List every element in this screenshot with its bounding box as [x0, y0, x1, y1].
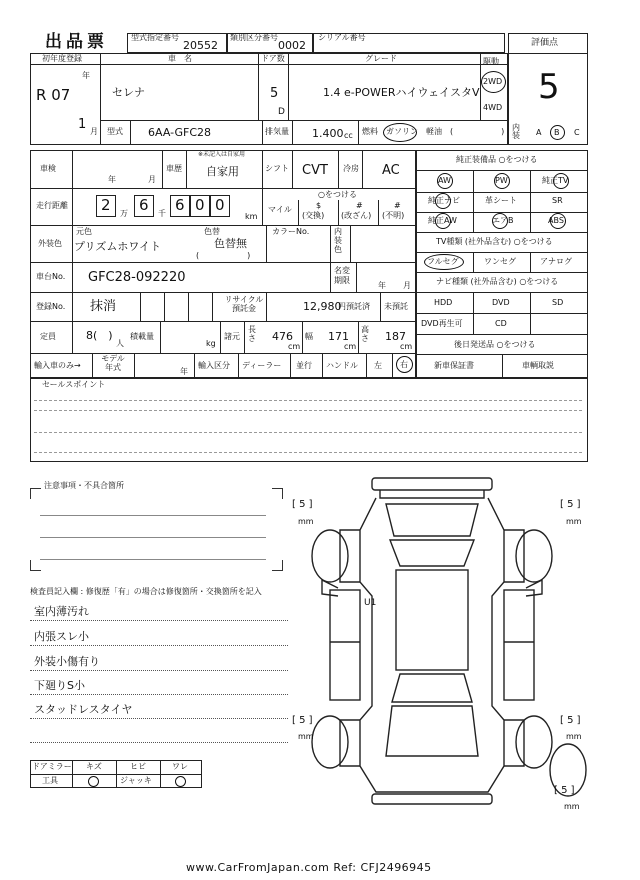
navi-cd: CD — [495, 319, 507, 328]
equip-leather: 革シート — [485, 196, 517, 205]
sales-point-box — [30, 378, 588, 462]
equip-aw-circle — [437, 173, 453, 189]
mileage-km: km — [245, 212, 258, 221]
tire-fl-mm: mm — [298, 517, 314, 526]
use-label: 車歴 — [166, 164, 182, 173]
door-d: D — [278, 107, 285, 117]
score-value: 5 — [538, 67, 560, 107]
left-hand: 左 — [374, 361, 382, 370]
interior-label: 内装 — [512, 123, 520, 140]
namechange-label: 名変期限 — [334, 266, 350, 285]
person: 人 — [116, 339, 124, 348]
hei-cm: cm — [400, 342, 413, 351]
reg: 抹消 — [90, 299, 117, 314]
mileage-d2: 6 — [139, 196, 149, 214]
tire-rl-mm: mm — [298, 732, 314, 741]
car-name: セレナ — [112, 86, 145, 99]
model: 6AA-GFC28 — [148, 126, 212, 139]
first-reg-month: 1 — [78, 117, 87, 132]
equip-paw: 純正AW — [428, 216, 457, 225]
len-label: 長さ — [248, 325, 256, 343]
fuel: ガソリン — [386, 127, 418, 136]
len: 476 — [272, 330, 293, 343]
orig-color-label: 元色 — [76, 227, 92, 236]
interior-c: C — [574, 128, 580, 137]
equip-sr: SR — [552, 196, 563, 205]
inspection-month-unit: 月 — [148, 175, 156, 184]
chassis: GFC28-092220 — [88, 270, 186, 285]
equip-pw: PW — [495, 176, 508, 185]
tire-fr-value: 5 — [567, 499, 574, 510]
tire-rl: [ 5 ] — [292, 715, 313, 726]
legend-mirror: ドアミラー — [32, 762, 72, 771]
hei-label: 高さ — [361, 325, 369, 343]
navi-dvdplay: DVD再生可 — [421, 319, 463, 328]
fuel-paren: ( ) — [450, 127, 505, 136]
tire-rr-value: 5 — [567, 715, 574, 726]
later-warranty: 新車保証書 — [434, 361, 474, 370]
drive-4wd: 4WD — [483, 103, 503, 112]
mileage-d3: 6 — [175, 196, 185, 214]
type-no: 20552 — [183, 39, 218, 52]
tamper: (改ざん) — [341, 211, 372, 220]
legend-break: ワレ — [172, 762, 188, 771]
dims-label: 諸元 — [224, 332, 240, 341]
doors-label: ドア数 — [261, 54, 285, 63]
navi-hdd: HDD — [434, 298, 453, 307]
mileage-d4: 0 — [195, 196, 205, 214]
capacity-label: 定員 — [40, 332, 56, 341]
model-label: 型式 — [107, 127, 123, 136]
navi-sd: SD — [552, 298, 564, 307]
inspector-label: 検査員記入欄 : 修復歴「有」の場合は修復箇所・交換箇所を記入 — [30, 587, 262, 596]
recycle-label: リサイクル預託金 — [224, 295, 264, 313]
hash-2: # — [394, 201, 401, 210]
inspection-year-unit: 年 — [108, 175, 116, 184]
color-label: 外装色 — [38, 239, 62, 248]
notes-corner-tr — [272, 488, 283, 499]
equip-tv-circle — [553, 173, 569, 189]
grade: 1.4 e-POWERハイウェイスタV — [323, 86, 480, 99]
disp-label: 排気量 — [265, 127, 289, 136]
ac-label: 冷房 — [343, 164, 359, 173]
tire-rl-value: 5 — [299, 715, 306, 726]
class-no: 0002 — [278, 39, 306, 52]
equip-navi: 純正ナビ — [428, 196, 460, 205]
note-line-2: 内張スレ小 — [34, 630, 89, 643]
form-title: 出品票 — [45, 32, 108, 52]
tire-spare: [ 5 ] — [554, 785, 575, 796]
recycle: 12,980 — [303, 300, 342, 313]
tire-spare-mm: mm — [564, 802, 580, 811]
type-no-label: 型式指定番号 — [131, 33, 179, 42]
wid-cm: cm — [344, 342, 357, 351]
tv-oneseg: ワンセグ — [484, 257, 516, 266]
load-label: 積載量 — [130, 332, 154, 341]
inspection-label: 車検 — [40, 164, 56, 173]
equip-title: 純正装備品 ○をつける — [456, 155, 538, 164]
use-note: ※未記入は自家用 — [198, 151, 246, 158]
tv-title: TV種類 (社外品含む) ○をつける — [436, 237, 553, 246]
chassis-label: 車台No. — [36, 272, 66, 281]
reg-label: 登録No. — [36, 302, 66, 311]
navi-title: ナビ種類 (社外品含む) ○をつける — [436, 277, 559, 286]
cc: cc — [344, 131, 353, 140]
hei: 187 — [385, 330, 406, 343]
exchange: (交換) — [302, 211, 325, 220]
tire-rr: [ 5 ] — [560, 715, 581, 726]
mileage-man: 万 — [120, 209, 128, 218]
note-line-5: スタッドレスタイヤ — [34, 703, 133, 716]
import-label: 輸入車のみ→ — [34, 361, 81, 370]
note-line-4: 下廻りS小 — [34, 679, 85, 692]
color-no-label: カラーNo. — [272, 227, 310, 236]
hash: # — [356, 201, 363, 210]
notes-corner-bl — [30, 560, 41, 571]
orig-color: プリズムホワイト — [74, 240, 162, 253]
first-reg-year: R 07 — [36, 86, 71, 104]
use: 自家用 — [206, 165, 239, 178]
dealer: ディーラー — [242, 361, 282, 370]
later-manual: 車輌取説 — [522, 361, 554, 370]
handle: ハンドル — [326, 361, 358, 370]
parallel: 並行 — [296, 361, 312, 370]
legend-scratch: キズ — [86, 762, 102, 771]
import-kind-label: 輸入区分 — [198, 361, 230, 370]
tire-fl: [ 5 ] — [292, 499, 313, 510]
wid: 171 — [328, 330, 349, 343]
mileage-d5: 0 — [215, 196, 225, 214]
legend-jack-circle — [175, 776, 186, 787]
grade-label: グレード — [365, 54, 397, 63]
car-diagram — [300, 470, 590, 810]
tv-analog: アナログ — [540, 257, 572, 266]
ac: AC — [382, 163, 400, 178]
serial-label: シリアル番号 — [318, 33, 366, 42]
doors: 5 — [270, 86, 279, 101]
tire-spare-value: 5 — [561, 785, 568, 796]
tv-fullseg: フルセグ — [427, 257, 459, 266]
equip-abs-circle — [550, 213, 566, 229]
fuel-label: 燃料 — [362, 127, 378, 136]
drive-2wd: 2WD — [483, 77, 503, 86]
score-label: 評価点 — [531, 38, 559, 48]
notes-corner-br — [272, 560, 283, 571]
equip-airb: エアB — [492, 216, 514, 225]
drive-label: 駆動 — [483, 57, 499, 66]
notes-corner-tl — [30, 488, 41, 499]
mile-note: ○をつける — [318, 190, 357, 199]
len-cm: cm — [288, 342, 301, 351]
mileage-sen: 千 — [158, 209, 166, 218]
tire-fl-value: 5 — [299, 499, 306, 510]
unpaid: 未預託 — [384, 302, 408, 311]
interior-a: A — [536, 128, 542, 137]
repaint: 色替無 — [214, 237, 247, 250]
color-change-label: 色替 — [204, 227, 220, 236]
equip-aw: AW — [438, 176, 451, 185]
shift-label: シフト — [265, 164, 289, 173]
notes-label: 注意事項・不具合箇所 — [44, 481, 124, 490]
tire-rr-mm: mm — [566, 732, 582, 741]
car-name-label: 車 名 — [168, 54, 192, 63]
shift: CVT — [302, 163, 328, 178]
interior-b: B — [554, 128, 560, 137]
capacity: 8( ) — [86, 329, 113, 342]
color-paren: ( ) — [196, 251, 251, 260]
sales-point-label: セールスポイント — [42, 380, 106, 389]
equip-airb-circle — [492, 213, 508, 229]
equip-pw-circle — [494, 173, 510, 189]
namechange-month: 月 — [403, 281, 411, 290]
first-reg-year-unit: 年 — [82, 71, 90, 80]
equip-abs: ABS — [548, 216, 564, 225]
namechange-year: 年 — [378, 281, 386, 290]
tire-fr-mm: mm — [566, 517, 582, 526]
class-no-label: 類別区分番号 — [230, 33, 278, 42]
note-line-3: 外装小傷有り — [34, 655, 100, 668]
equip-navi-circle — [435, 193, 451, 209]
light-oil: 軽油 — [426, 127, 442, 136]
first-reg-month-unit: 月 — [90, 127, 98, 136]
wid-label: 幅 — [305, 332, 313, 341]
model-year-unit: 年 — [180, 367, 188, 376]
mileage-label: 走行距離 — [36, 201, 68, 210]
note-line-1: 室内薄汚れ — [34, 605, 89, 618]
mileage-d1: 2 — [101, 196, 111, 214]
legend-tool-circle — [88, 776, 99, 787]
unknown: (不明) — [382, 211, 405, 220]
equip-tv: 純正TV — [542, 176, 569, 185]
interior-color-label: 内装色 — [334, 227, 342, 254]
model-year-label: モデル年式 — [101, 354, 125, 372]
equip-paw-circle — [435, 213, 451, 229]
disp: 1.400 — [312, 127, 344, 140]
legend-jack: ジャッキ — [120, 776, 152, 785]
footer-ref: www.CarFromJapan.com Ref: CFJ2496945 — [186, 861, 432, 874]
legend-crack: ヒビ — [130, 762, 146, 771]
mile: マイル — [268, 205, 292, 214]
damage-mark: U1 — [364, 598, 377, 608]
kg: kg — [206, 339, 216, 348]
dollar: $ — [316, 201, 322, 210]
navi-dvd: DVD — [492, 298, 510, 307]
legend-tool: 工具 — [42, 776, 58, 785]
recycle-unit: 円預託済 — [338, 302, 370, 311]
first-reg-label: 初年度登録 — [42, 54, 82, 63]
right-hand: 右 — [400, 360, 408, 369]
later-title: 後日発送品 ○をつける — [454, 340, 536, 349]
tire-fr: [ 5 ] — [560, 499, 581, 510]
